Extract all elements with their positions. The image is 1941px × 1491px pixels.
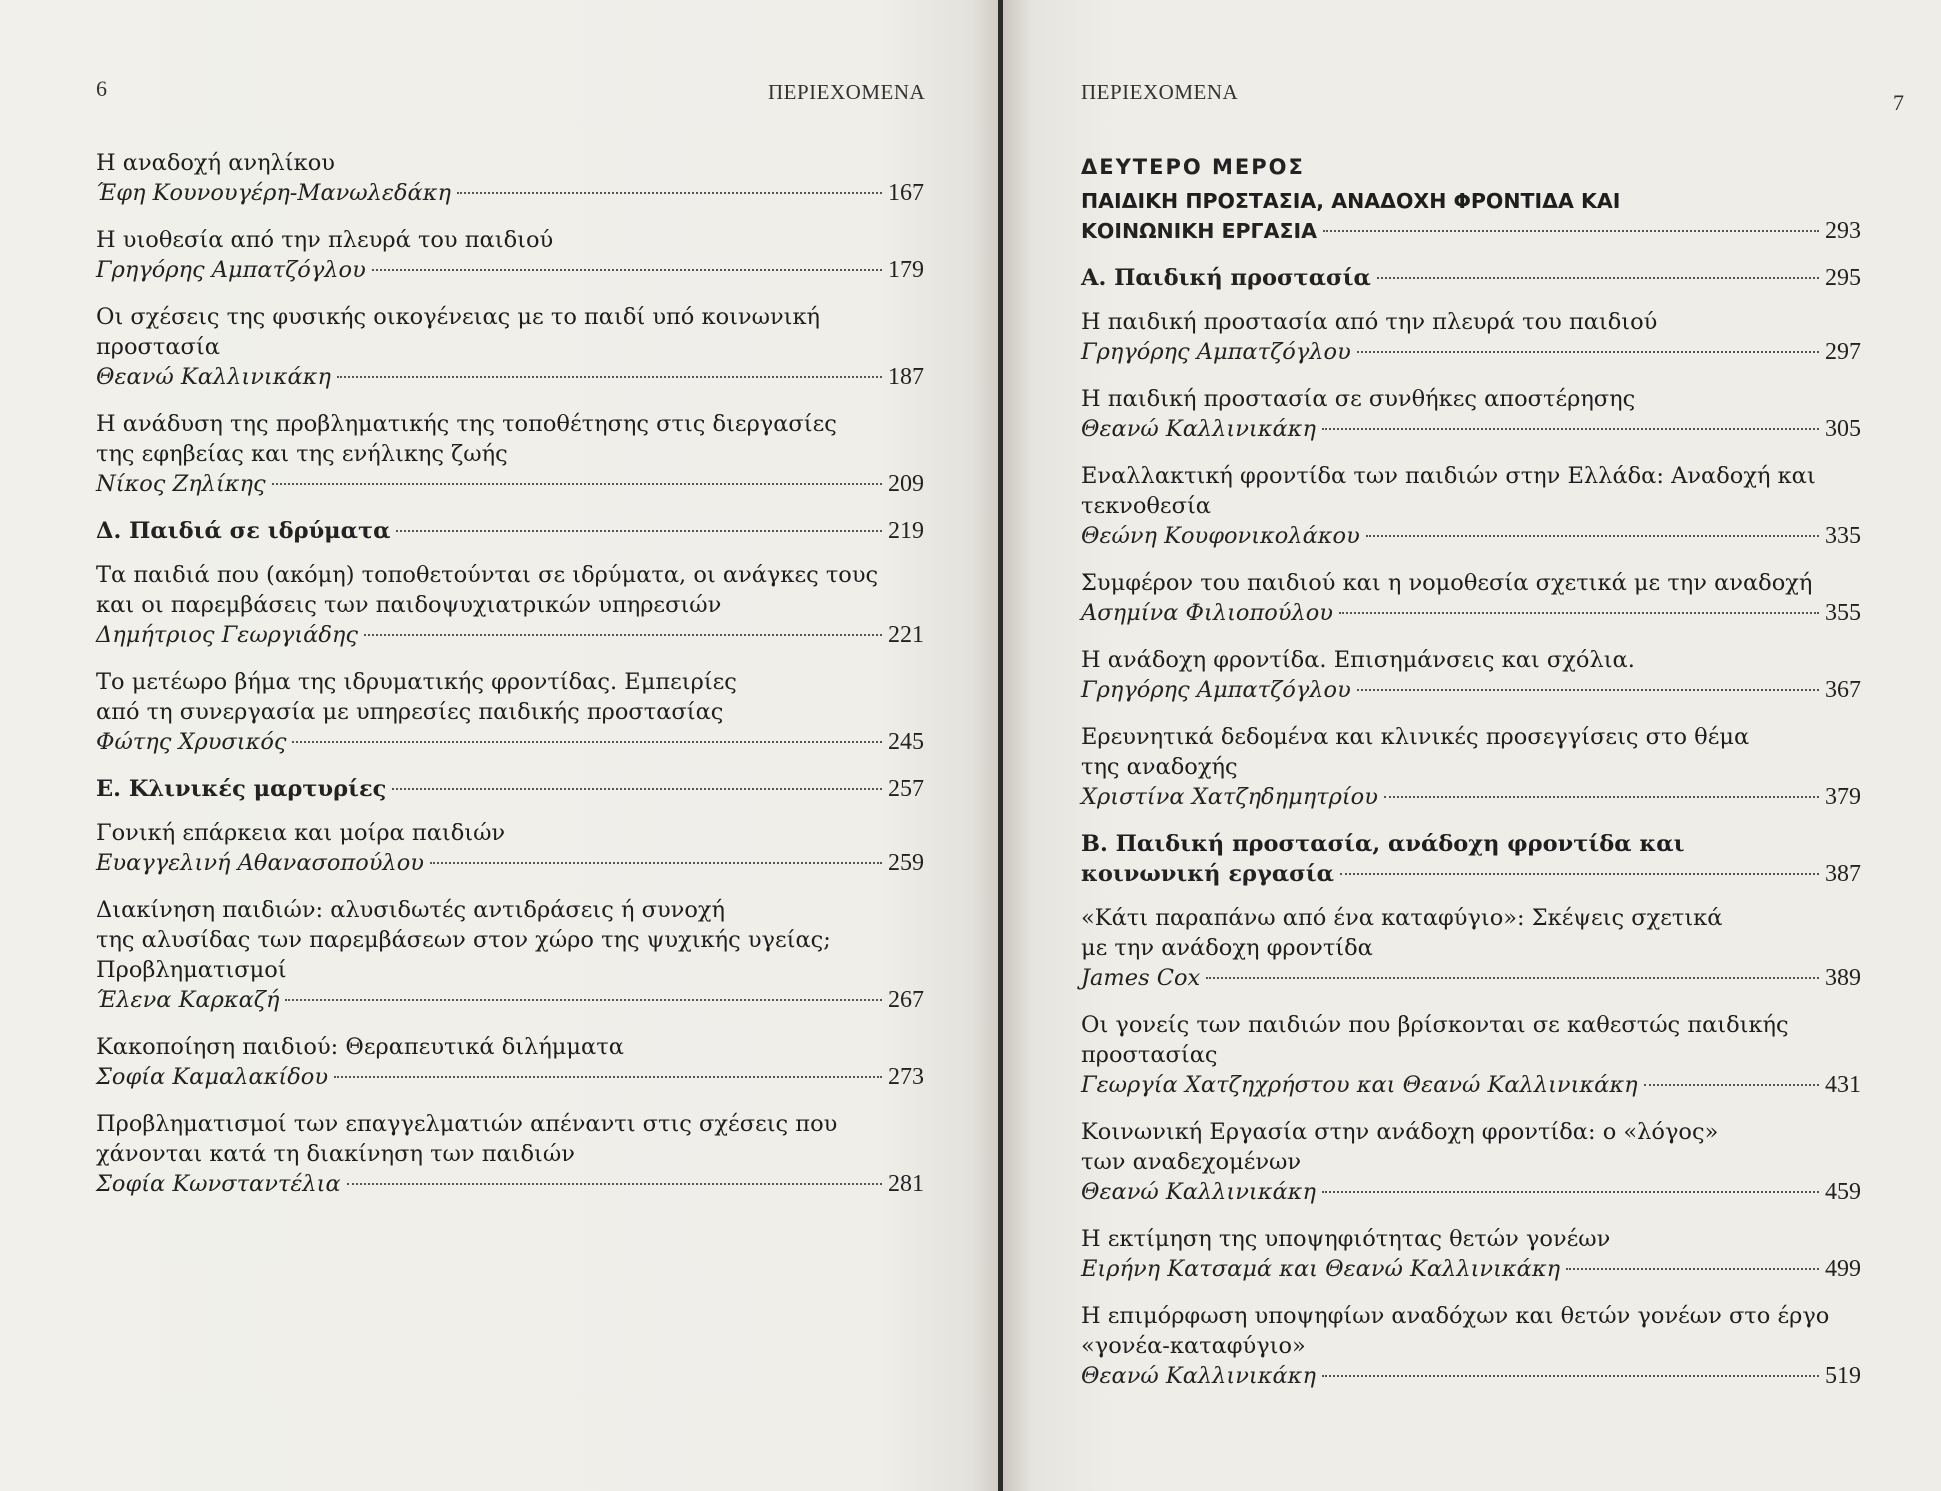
toc-entry	[1081, 903, 1861, 993]
entry-title-line: Η επιμόρφωση υποψηφίων αναδόχων και θετών γονέων στο έργο	[1081, 1303, 1830, 1329]
entry-title-line: Οι γονείς των παιδιών που βρίσκονται σε καθεστώς παιδικής	[1081, 1012, 1789, 1038]
part-title-line: ΠΑΙΔΙΚΗ ΠΡΟΣΤΑΣΙΑ, ΑΝΑΔΟΧΗ ΦΡΟΝΤΙΔΑ ΚΑΙ	[1081, 189, 1621, 213]
entry-title-line: της αλυσίδας των παρεμβάσεων στον χώρο της ψυχικής υγείας;	[96, 927, 831, 953]
section-title-line: κοινωνική εργασία	[1081, 861, 1334, 887]
entry-author: Έφη Κουνουγέρη-Μανωλεδάκη	[96, 180, 451, 206]
toc-entry	[96, 560, 924, 650]
author-leader	[1081, 675, 1861, 705]
dot-leader	[272, 483, 882, 485]
entry-title-line: τεκνοθεσία	[1081, 493, 1211, 519]
entry-author: Σοφία Καμαλακίδου	[96, 1064, 328, 1090]
entry-author: Ευαγγελινή Αθανασοπούλου	[96, 850, 424, 876]
dot-leader	[364, 634, 882, 636]
dot-leader	[334, 1076, 882, 1078]
toc-list	[1081, 152, 1861, 1408]
toc-entry	[96, 1109, 924, 1199]
entry-title-line: Διακίνηση παιδιών: αλυσιδωτές αντιδράσεις ή συνοχή	[96, 897, 726, 923]
author-leader	[1081, 521, 1861, 551]
author-leader	[96, 255, 924, 285]
toc-entry	[96, 225, 924, 285]
author-leader	[1081, 598, 1861, 628]
entry-author: Έλενα Καρκαζή	[96, 987, 280, 1013]
page-ref: 221	[888, 622, 924, 648]
part-label: ΔΕΥΤΕΡΟ ΜΕΡΟΣ	[1081, 155, 1305, 179]
entry-title-line: Τα παιδιά που (ακόμη) τοποθετούνται σε ιδρύματα, οι ανάγκες τους	[96, 562, 879, 588]
toc-entry	[96, 302, 924, 392]
entry-title-line: Ερευνητικά δεδομένα και κλινικές προσεγγίσεις στο θέμα	[1081, 724, 1750, 750]
page-ref: 167	[888, 180, 924, 206]
section-heading	[1081, 829, 1861, 889]
toc-entry	[96, 667, 924, 757]
section-leader	[96, 774, 924, 804]
page-ref: 259	[888, 850, 924, 876]
page-ref: 431	[1825, 1072, 1861, 1098]
page-ref: 387	[1825, 861, 1861, 887]
entry-author: Σοφία Κωνσταντέλια	[96, 1171, 341, 1197]
entry-author: Θεανώ Καλλινικάκη	[1081, 1179, 1316, 1205]
section-leader	[1081, 859, 1861, 889]
dot-leader	[1206, 977, 1819, 979]
page-ref: 519	[1825, 1363, 1861, 1389]
entry-title-line: Γονική επάρκεια και μοίρα παιδιών	[96, 820, 506, 846]
entry-title-line: Συμφέρον του παιδιού και η νομοθεσία σχετικά με την αναδοχή	[1081, 570, 1813, 596]
entry-title-line: Το μετέωρο βήμα της ιδρυματικής φροντίδας. Εμπειρίες	[96, 669, 737, 695]
dot-leader	[457, 192, 882, 194]
dot-leader	[347, 1183, 882, 1185]
entry-title-line: Η ανάδυση της προβληματικής της τοποθέτησης στις διεργασίες	[96, 411, 837, 437]
entry-author: Φώτης Χρυσικός	[96, 729, 287, 755]
entry-title-line: Κακοποίηση παιδιού: Θεραπευτικά διλήμματα	[96, 1034, 624, 1060]
toc-entry	[1081, 307, 1861, 367]
author-leader	[1081, 337, 1861, 367]
right-page	[1003, 0, 1941, 1491]
part-title-leader	[1081, 216, 1861, 246]
page-ref: 219	[888, 518, 924, 544]
toc-entry	[1081, 461, 1861, 551]
page-ref: 187	[888, 364, 924, 390]
page-ref: 355	[1825, 600, 1861, 626]
entry-title-line: «γονέα-καταφύγιο»	[1081, 1333, 1306, 1359]
entry-title-line: με την ανάδοχη φροντίδα	[1081, 935, 1373, 961]
entry-author: Γρηγόρης Αμπατζόγλου	[1081, 339, 1351, 365]
dot-leader	[285, 999, 882, 1001]
page-ref: 389	[1825, 965, 1861, 991]
page-ref: 281	[888, 1171, 924, 1197]
toc-entry	[1081, 384, 1861, 444]
dot-leader	[1322, 428, 1819, 430]
entry-author: Ειρήνη Κατσαμά και Θεανώ Καλλινικάκη	[1081, 1256, 1561, 1282]
toc-entry	[1081, 645, 1861, 705]
page-ref: 267	[888, 987, 924, 1013]
page-ref: 293	[1825, 218, 1861, 244]
author-leader	[96, 848, 924, 878]
author-leader	[96, 1169, 924, 1199]
entry-title-line: προστασίας	[1081, 1042, 1218, 1068]
entry-author: Γρηγόρης Αμπατζόγλου	[1081, 677, 1351, 703]
dot-leader	[337, 376, 882, 378]
entry-author: Θεώνη Κουφονικολάκου	[1081, 523, 1360, 549]
entry-author: Γρηγόρης Αμπατζόγλου	[96, 257, 366, 283]
entry-title-line: Η παιδική προστασία από την πλευρά του παιδιού	[1081, 309, 1658, 335]
entry-title-line: Οι σχέσεις της φυσικής οικογένειας με το παιδί υπό κοινωνική	[96, 304, 820, 330]
section-title-line: Β. Παιδική προστασία, ανάδοχη φροντίδα και	[1081, 831, 1685, 857]
author-leader	[96, 362, 924, 392]
dot-leader	[392, 788, 882, 790]
entry-title-line: Εναλλακτική φροντίδα των παιδιών στην Ελλάδα: Αναδοχή και	[1081, 463, 1816, 489]
page-ref: 459	[1825, 1179, 1861, 1205]
dot-leader	[396, 530, 882, 532]
dot-leader	[1339, 612, 1819, 614]
author-leader	[96, 985, 924, 1015]
author-leader	[1081, 963, 1861, 993]
page-number: 6	[96, 76, 107, 101]
part-title	[1081, 186, 1861, 246]
page-ref: 379	[1825, 784, 1861, 810]
section-title: Ε. Κλινικές μαρτυρίες	[96, 776, 387, 802]
dot-leader	[1322, 1191, 1819, 1193]
dot-leader	[372, 269, 882, 271]
running-header: ΠΕΡΙΕΧΟΜΕΝΑ	[768, 80, 926, 104]
dot-leader	[1384, 796, 1819, 798]
toc-entry	[1081, 722, 1861, 812]
running-header: ΠΕΡΙΕΧΟΜΕΝΑ	[1081, 80, 1239, 104]
author-leader	[96, 1062, 924, 1092]
author-leader	[1081, 1254, 1861, 1284]
dot-leader	[1357, 351, 1819, 353]
page-ref: 305	[1825, 416, 1861, 442]
entry-title-line: Προβληματισμοί	[96, 957, 287, 983]
page-ref: 273	[888, 1064, 924, 1090]
dot-leader	[430, 862, 882, 864]
page-ref: 257	[888, 776, 924, 802]
author-leader	[96, 178, 924, 208]
entry-title-line: Προβληματισμοί των επαγγελματιών απέναντι στις σχέσεις που	[96, 1111, 838, 1137]
section-heading	[96, 774, 924, 804]
page-ref: 209	[888, 471, 924, 497]
entry-title-line: των αναδεχομένων	[1081, 1149, 1302, 1175]
page-number: 7	[1893, 90, 1904, 115]
entry-author: James Cox	[1081, 965, 1201, 991]
page-ref: 295	[1825, 265, 1861, 291]
toc-entry	[1081, 568, 1861, 628]
entry-title-line: προστασία	[96, 334, 220, 360]
section-leader	[1081, 263, 1861, 293]
dot-leader	[1566, 1268, 1819, 1270]
page-ref: 367	[1825, 677, 1861, 703]
dot-leader	[1322, 1375, 1819, 1377]
dot-leader	[1377, 277, 1819, 279]
entry-title-line: Κοινωνική Εργασία στην ανάδοχη φροντίδα: ο «λόγος»	[1081, 1119, 1719, 1145]
page-ref: 499	[1825, 1256, 1861, 1282]
section-heading	[96, 516, 924, 546]
author-leader	[1081, 1177, 1861, 1207]
page-ref: 245	[888, 729, 924, 755]
author-leader	[1081, 1361, 1861, 1391]
part-title-line: ΚΟΙΝΩΝΙΚΗ ΕΡΓΑΣΙΑ	[1081, 219, 1317, 243]
dot-leader	[1323, 230, 1819, 232]
toc-entry	[96, 409, 924, 499]
dot-leader	[1357, 689, 1819, 691]
page-ref: 297	[1825, 339, 1861, 365]
dot-leader	[1340, 873, 1819, 875]
entry-author: Θεανώ Καλλινικάκη	[1081, 416, 1316, 442]
author-leader	[1081, 414, 1861, 444]
toc-entry	[96, 895, 924, 1015]
author-leader	[96, 469, 924, 499]
entry-title-line: από τη συνεργασία με υπηρεσίες παιδικής προστασίας	[96, 699, 724, 725]
entry-title-line: χάνονται κατά τη διακίνηση των παιδιών	[96, 1141, 575, 1167]
toc-entry	[1081, 1301, 1861, 1391]
section-title: Α. Παιδική προστασία	[1081, 265, 1371, 291]
author-leader	[96, 727, 924, 757]
toc-list	[96, 148, 924, 1216]
entry-title-line: Η ανάδοχη φροντίδα. Επισημάνσεις και σχόλια.	[1081, 647, 1635, 673]
entry-author: Γεωργία Χατζηχρήστου και Θεανώ Καλλινικάκη	[1081, 1072, 1638, 1098]
toc-entry	[1081, 1010, 1861, 1100]
section-title: Δ. Παιδιά σε ιδρύματα	[96, 518, 391, 544]
toc-entry	[1081, 1224, 1861, 1284]
page-ref: 335	[1825, 523, 1861, 549]
entry-title-line: Η παιδική προστασία σε συνθήκες αποστέρησης	[1081, 386, 1636, 412]
entry-title-line: της εφηβείας και της ενήλικης ζωής	[96, 441, 508, 467]
page-ref: 179	[888, 257, 924, 283]
dot-leader	[1644, 1084, 1819, 1086]
author-leader	[1081, 1070, 1861, 1100]
entry-title-line: Η εκτίμηση της υποψηφιότητας θετών γονέων	[1081, 1226, 1611, 1252]
section-leader	[96, 516, 924, 546]
toc-entry	[1081, 1117, 1861, 1207]
dot-leader	[1366, 535, 1819, 537]
toc-entry	[96, 1032, 924, 1092]
section-heading	[1081, 263, 1861, 293]
dot-leader	[292, 741, 882, 743]
entry-title-line: Η αναδοχή ανηλίκου	[96, 150, 335, 176]
toc-entry	[96, 818, 924, 878]
entry-title-line: της αναδοχής	[1081, 754, 1238, 780]
entry-title-line: και οι παρεμβάσεις των παιδοψυχιατρικών υπηρεσιών	[96, 592, 722, 618]
author-leader	[96, 620, 924, 650]
entry-title-line: Η υιοθεσία από την πλευρά του παιδιού	[96, 227, 554, 253]
entry-author: Χριστίνα Χατζηδημητρίου	[1081, 784, 1378, 810]
author-leader	[1081, 782, 1861, 812]
entry-author: Θεανώ Καλλινικάκη	[96, 364, 331, 390]
entry-author: Δημήτριος Γεωργιάδης	[96, 622, 358, 648]
toc-entry	[96, 148, 924, 208]
entry-author: Ασημίνα Φιλιοπούλου	[1081, 600, 1333, 626]
entry-author: Θεανώ Καλλινικάκη	[1081, 1363, 1316, 1389]
entry-author: Νίκος Ζηλίκης	[96, 471, 266, 497]
entry-title-line: «Κάτι παραπάνω από ένα καταφύγιο»: Σκέψεις σχετικά	[1081, 905, 1723, 931]
